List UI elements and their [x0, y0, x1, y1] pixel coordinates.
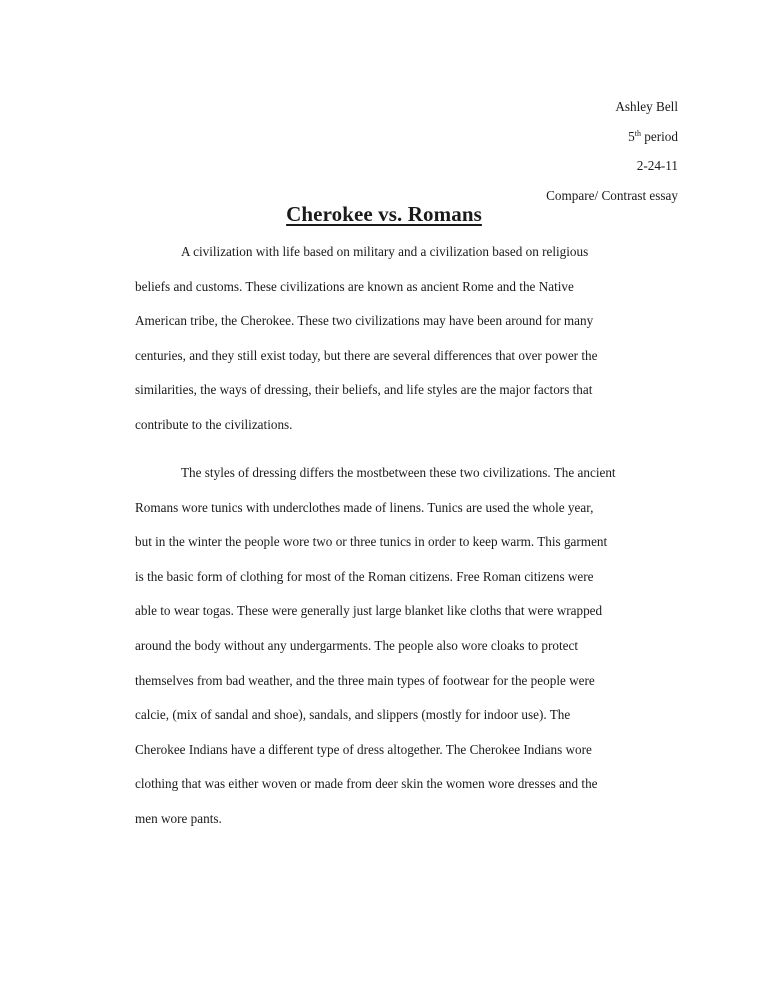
paragraph-line: men wore pants.: [135, 810, 222, 826]
paragraph-line: able to wear togas. These were generally just large blanket like cloths that were wrapped: [135, 603, 603, 619]
paragraph-line: contribute to the civilizations.: [135, 416, 293, 432]
paragraph-line: Cherokee Indians have a different type of dress altogether. The Cherokee Indians wore: [135, 741, 592, 757]
body-paragraph-1: [135, 235, 683, 443]
period-number: 5: [628, 128, 635, 144]
essay-date: 2-24-11: [636, 158, 678, 173]
assignment-type: Compare/ Contrast essay: [546, 187, 678, 203]
paragraph-line: A civilization with life based on military and a civilization based on religious: [181, 244, 589, 259]
class-period: [546, 122, 678, 152]
author-name: Ashley Bell: [615, 99, 678, 114]
paragraph-line: themselves from bad weather, and the three main types of footwear for the people were: [135, 672, 595, 688]
paragraph-line: around the body without any undergarments. The people also wore cloaks to protect: [135, 637, 579, 653]
paragraph-line: clothing that was either woven or made from deer skin the women wore dresses and the: [135, 776, 598, 792]
body-paragraph-2: [135, 456, 683, 837]
paragraph-line: beliefs and customs. These civilizations are known as ancient Rome and the Native: [135, 278, 574, 294]
paragraph-line: but in the winter the people wore two or three tunics in order to keep warm. This garment: [135, 534, 608, 550]
period-word: period: [641, 128, 678, 144]
paragraph-line: Romans wore tunics with underclothes made of linens. Tunics are used the whole year,: [135, 499, 594, 515]
paragraph-line: American tribe, the Cherokee. These two civilizations may have been around for many: [135, 313, 594, 329]
paragraph-line: centuries, and they still exist today, but there are several differences that over power the: [135, 347, 598, 363]
paragraph-line: The styles of dressing differs the mostbetween these two civilizations. The ancient: [181, 465, 616, 480]
paragraph-line: calcie, (mix of sandal and shoe), sandals, and slippers (mostly for indoor use). The: [135, 707, 571, 723]
paragraph-line: is the basic form of clothing for most of the Roman citizens. Free Roman citizens were: [135, 568, 594, 584]
essay-title: Cherokee vs. Romans: [286, 202, 482, 226]
paragraph-line: similarities, the ways of dressing, their beliefs, and life styles are the major factors that: [135, 382, 593, 398]
period-suffix: th: [634, 128, 641, 138]
heading-block: [546, 92, 678, 210]
